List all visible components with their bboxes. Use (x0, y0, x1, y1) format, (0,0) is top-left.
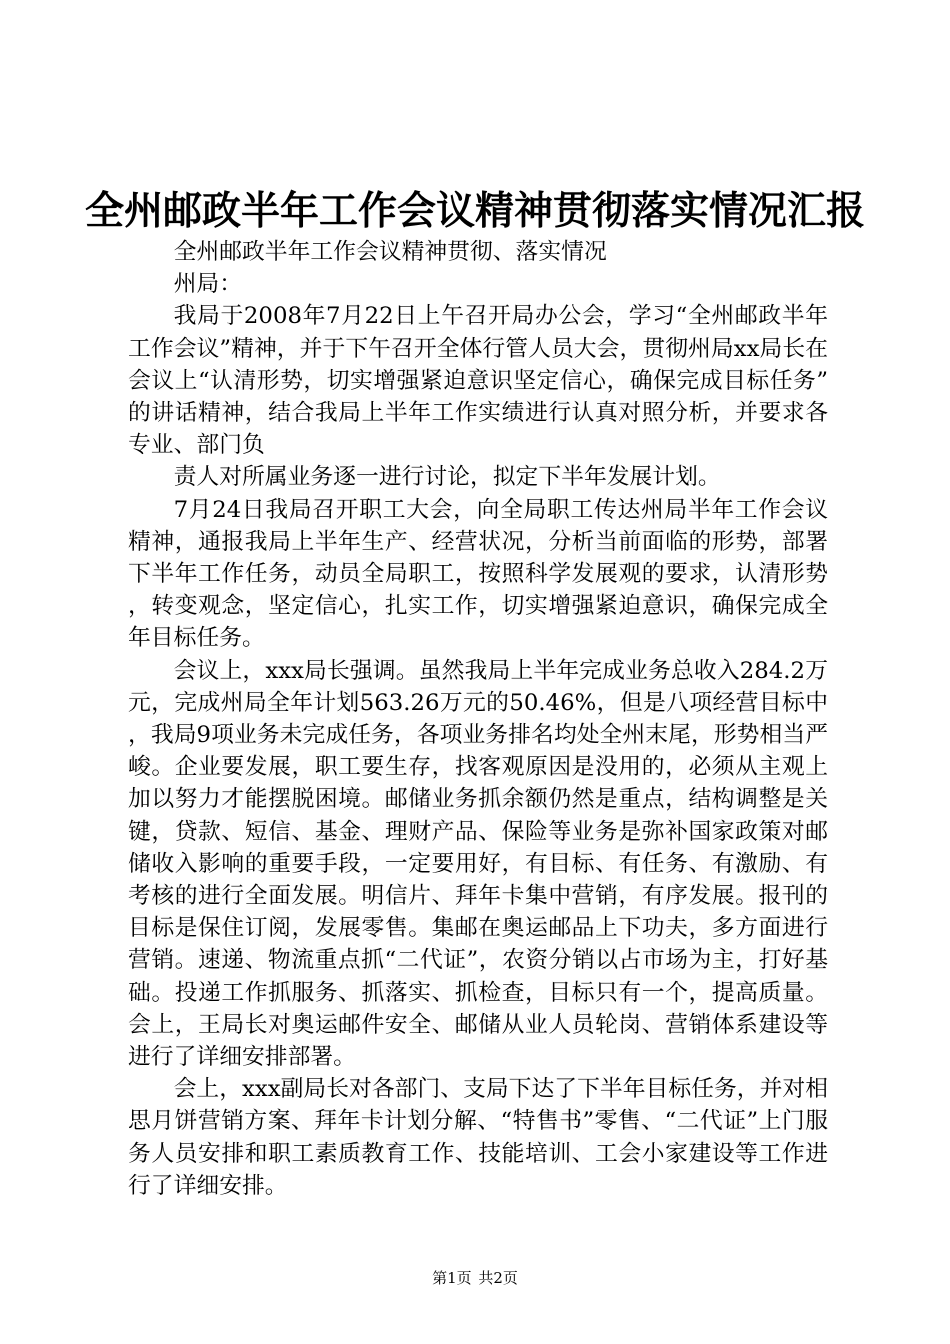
body-paragraph: 7月24日我局召开职工大会，向全局职工传达州局半年工作会议精神，通报我局上半年生产、经营状况，分析当前面临的形势，部署下半年工作任务，动员全局职工，按照科学发展观的要求，认清形势，转变观念，坚定信心，扎实工作，切实增强紧迫意识，确保完成全年目标任务。 (128, 496, 828, 652)
document-title: 全州邮政半年工作会议精神贯彻落实情况汇报 (84, 188, 865, 234)
body-paragraph: 我局于2008年7月22日上午召开局办公会，学习“全州邮政半年工作会议”精神，并于下午召开全体行管人员大会，贯彻州局xx局长在会议上“认清形势，切实增强紧迫意识坚定信心，确保完成目标任务”的讲话精神，结合我局上半年工作实绩进行认真对照分析，并要求各专业、部门负 (128, 303, 828, 459)
page-footer (0, 1268, 950, 1288)
document-body (128, 236, 828, 1202)
body-paragraph: 会议上，xxx局长强调。虽然我局上半年完成业务总收入284.2万元，完成州局全年计划563.26万元的50.46%，但是八项经营目标中，我局9项业务未完成任务，各项业务排名均处全州末尾，形势相当严峻。企业要发展，职工要生存，找客观原因是没用的，必须从主观上加以努力才能摆脱困境。邮储业务抓余额仍然是重点，结构调整是关键，贷款、短信、基金、理财产品、保险等业务是弥补国家政策对邮储收入影响的重要手段，一定要用好，有目标、有任务、有激励、有考核的进行全面发展。明信片、拜年卡集中营销，有序发展。报刊的目标是保住订阅，发展零售。集邮在奥运邮品上下功夫，多方面进行营销。速递、物流重点抓“二代证”，农资分销以占市场为主，打好基础。投递工作抓服务、抓落实、抓检查，目标只有一个，提高质量。会上，王局长对奥运邮件安全、邮储从业人员轮岗、营销体系建设等进行了详细安排部署。 (128, 657, 828, 1071)
salutation-paragraph: 州局： (173, 271, 242, 298)
page-number: 第1页 (432, 1269, 472, 1287)
body-paragraph: 责人对所属业务逐一进行讨论，拟定下半年发展计划。 (173, 464, 721, 491)
body-paragraph: 会上，xxx副局长对各部门、支局下达了下半年目标任务，并对相思月饼营销方案、拜年卡计划分解、“特售书”零售、“二代证”上门服务人员安排和职工素质教育工作、技能培训、工会小家建设等工作进行了详细安排。 (128, 1076, 828, 1199)
subtitle-paragraph: 全州邮政半年工作会议精神贯彻、落实情况 (173, 239, 607, 265)
page-total: 共2页 (478, 1269, 518, 1287)
